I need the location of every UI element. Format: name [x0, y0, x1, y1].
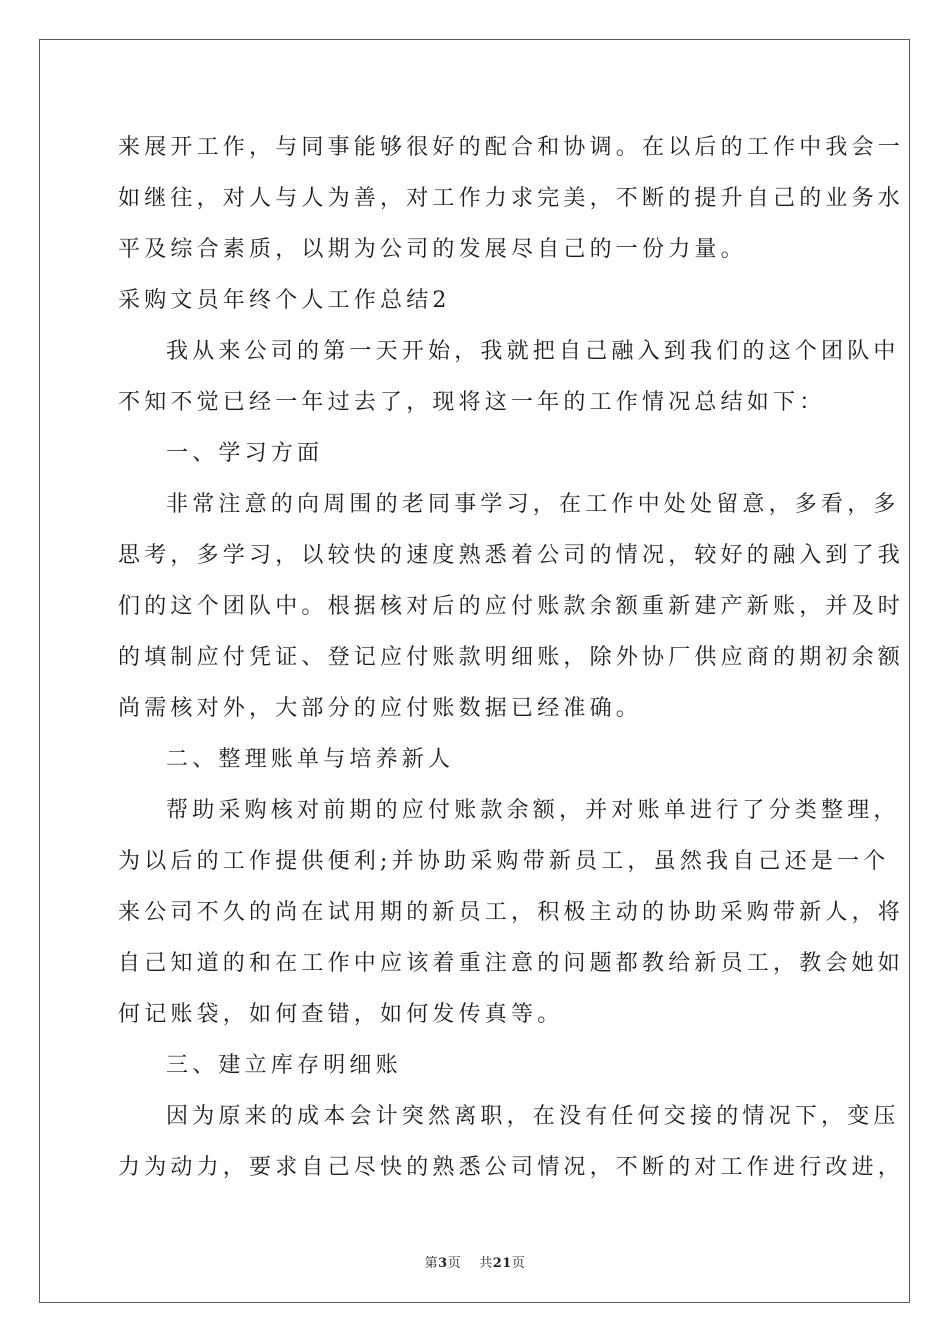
sub-heading: 二、整理账单与培养新人 — [166, 747, 455, 772]
page-footer — [0, 1252, 950, 1271]
sub-heading: 三、建立库存明细账 — [166, 1053, 402, 1078]
body-line: 尚需核对外，大部分的应付账数据已经准确。 — [118, 696, 643, 721]
body-line: 平及综合素质，以期为公司的发展尽自己的一份力量。 — [118, 237, 747, 262]
total-pages: 21 — [492, 1256, 512, 1271]
body-line: 力为动力，要求自己尽快的熟悉公司情况，不断的对工作进行改进， — [118, 1155, 905, 1180]
total-prefix: 共 — [479, 1256, 493, 1271]
body-line: 帮助采购核对前期的应付账款余额，并对账单进行了分类整理， — [166, 798, 900, 823]
body-line: 何记账袋，如何查错，如何发传真等。 — [118, 1002, 564, 1027]
section-title: 采购文员年终个人工作总结2 — [118, 288, 451, 313]
body-line: 来公司不久的尚在试用期的新员工，积极主动的协助采购带新人，将 — [118, 900, 905, 925]
body-line: 非常注意的向周围的老同事学习，在工作中处处留意，多看，多 — [166, 492, 900, 517]
page-prefix: 第 — [424, 1256, 439, 1271]
body-line: 不知不觉已经一年过去了，现将这一年的工作情况总结如下： — [118, 390, 826, 415]
body-line: 的填制应付凭证、登记应付账款明细账，除外协厂供应商的期初余额 — [118, 645, 905, 670]
body-line: 为以后的工作提供便利;并协助采购带新员工，虽然我自己还是一个 — [118, 849, 890, 874]
body-line: 如继往，对人与人为善，对工作力求完美，不断的提升自己的业务水 — [118, 186, 905, 211]
total-suffix: 页 — [511, 1256, 526, 1271]
body-line: 自己知道的和在工作中应该着重注意的问题都教给新员工，教会她如 — [118, 951, 905, 976]
page-number: 3 — [438, 1256, 448, 1271]
body-line: 因为原来的成本会计突然离职，在没有任何交接的情况下，变压 — [166, 1104, 900, 1129]
page-suffix: 页 — [447, 1256, 462, 1271]
sub-heading: 一、学习方面 — [166, 441, 324, 466]
body-line: 我从来公司的第一天开始，我就把自己融入到我们的这个团队中 — [166, 339, 900, 364]
body-line: 思考，多学习，以较快的速度熟悉着公司的情况，较好的融入到了我 — [118, 543, 905, 568]
body-line: 来展开工作，与同事能够很好的配合和协调。在以后的工作中我会一 — [118, 135, 905, 160]
body-line: 们的这个团队中。根据核对后的应付账款余额重新建产新账，并及时 — [118, 594, 905, 619]
